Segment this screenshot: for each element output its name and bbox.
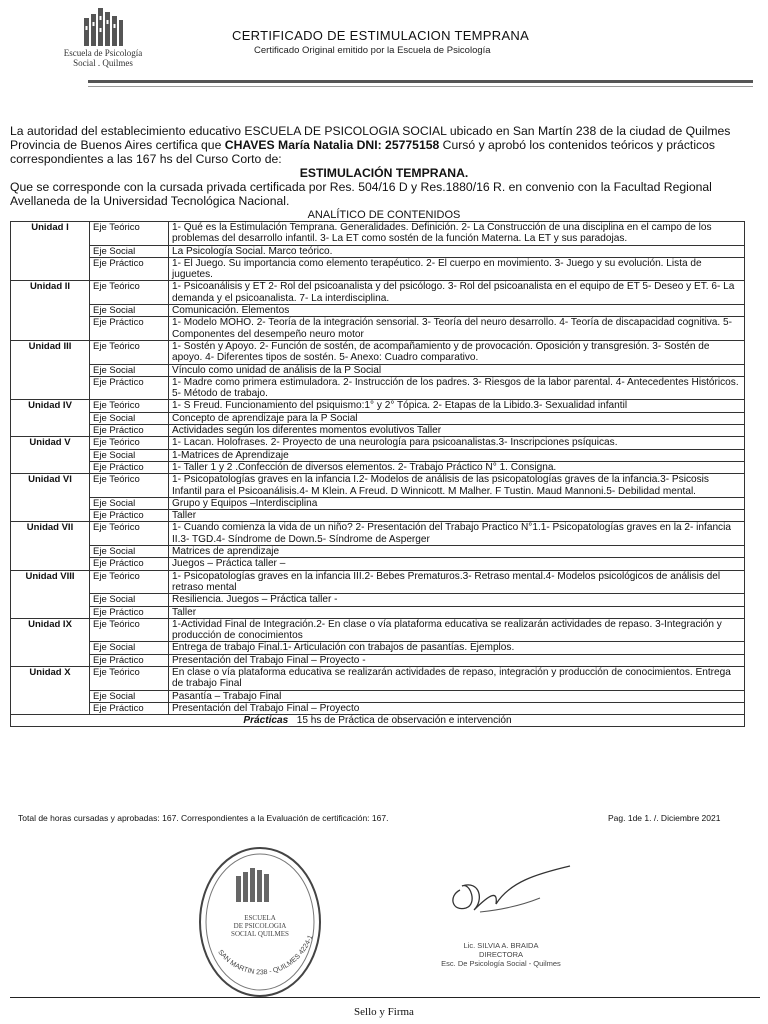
signature-icon (440, 860, 590, 930)
content-cell: 1- Sostén y Apoyo. 2- Función de sostén, de acompañamiento y de provocación. Oposición y transgresión. 3- Sostén de apoyo. 4- Diferentes tipos de sostén. 5- Anexo: Cuadro comparativo. (169, 340, 745, 364)
logo-text-line2: Social . Quilmes (73, 58, 133, 68)
practicas-label: Prácticas (243, 715, 289, 727)
sello-firma-label: Sello y Firma (354, 1006, 414, 1018)
eje-label: Eje Teórico (90, 570, 169, 594)
seal-line1: ESCUELA (244, 914, 276, 922)
eje-label: Eje Teórico (90, 437, 169, 449)
table-row (11, 522, 745, 546)
intro-paragraph (10, 124, 758, 166)
table-row (11, 437, 745, 449)
content-cell: 1- Cuando comienza la vida de un niño? 2- Presentación del Trabajo Practico N°1.1- Psicopatologías graves en la 2- infancia II.3- TGD.4- Síndrome de Down.5- Síndrome de Asperger (169, 522, 745, 546)
table-row (11, 546, 745, 558)
table-row (11, 305, 745, 317)
seal-ring-text: SAN MARTIN 238 - QUILMES 4224-1 (216, 934, 315, 977)
eje-label: Eje Teórico (90, 666, 169, 690)
table-row (11, 690, 745, 702)
signer-name: Lic. SILVIA A. BRAIDA (463, 941, 539, 950)
unit-label: Unidad III (11, 340, 90, 399)
eje-label: Eje Práctico (90, 654, 169, 666)
table-row (11, 594, 745, 606)
table-row (11, 425, 745, 437)
eje-label: Eje Teórico (90, 400, 169, 412)
table-row (11, 461, 745, 473)
eje-label: Eje Teórico (90, 474, 169, 498)
eje-label: Eje Práctico (90, 558, 169, 570)
unit-label: Unidad VI (11, 474, 90, 522)
student-name: CHAVES María Natalia DNI: 25775158 (224, 138, 440, 152)
practicas-row (11, 715, 745, 727)
content-cell: 1- El Juego. Su importancia como elemento terapéutico. 2- El cuerpo en movimiento. 3- Juego y su evolución. Lista de juguetes. (169, 257, 745, 281)
eje-label: Eje Práctico (90, 702, 169, 714)
table-row (11, 245, 745, 257)
table-row (11, 317, 745, 341)
table-row (11, 510, 745, 522)
content-cell: Presentación del Trabajo Final – Proyecto - (169, 654, 745, 666)
footer-rule (10, 997, 760, 998)
eje-label: Eje Social (90, 245, 169, 257)
unit-label: Unidad IV (11, 400, 90, 437)
table-row (11, 364, 745, 376)
content-cell: 1- Psicopatologías graves en la infancia III.2- Bebes Prematuros.3- Retraso mental.4- Modelos psicológicos de análisis del retraso mental (169, 570, 745, 594)
content-cell: 1-Actividad Final de Integración.2- En clase o vía plataforma educativa se realizarán actividades de repaso. 3-Integración y producción de conocimientos (169, 618, 745, 642)
eje-label: Eje Social (90, 364, 169, 376)
eje-label: Eje Social (90, 546, 169, 558)
seal-line2: DE PSICOLOGIA (233, 922, 287, 930)
unit-label: Unidad I (11, 222, 90, 281)
eje-label: Eje Teórico (90, 340, 169, 364)
intro-text-b: Cursó y aprobó los contenidos teóricos y prácticos correspondientes a las 167 hs del Curso Corto de: (10, 138, 715, 166)
content-cell: Matrices de aprendizaje (169, 546, 745, 558)
signer-org: Esc. De Psicología Social - Quilmes (441, 959, 561, 968)
eje-label: Eje Teórico (90, 222, 169, 246)
table-row (11, 449, 745, 461)
signer-block (416, 941, 586, 968)
syllabus-table (10, 221, 745, 727)
table-row (11, 281, 745, 305)
eje-label: Eje Práctico (90, 425, 169, 437)
eje-label: Eje Social (90, 594, 169, 606)
content-cell: 1- Psicoanálisis y ET 2- Rol del psicoanalista y del psicólogo. 3- Rol del psicoanalista en el equipo de ET 5- Deseo y ET. 6- La demanda y el psicoanalista. 7- La interdisciplina. (169, 281, 745, 305)
content-cell: 1- S Freud. Funcionamiento del psiquismo:1° y 2° Tópica. 2- Etapas de la Libido.3- Sexualidad infantil (169, 400, 745, 412)
table-row (11, 702, 745, 714)
content-cell: Concepto de aprendizaje para la P Social (169, 412, 745, 424)
content-cell: 1-Matrices de Aprendizaje (169, 449, 745, 461)
signature (440, 860, 590, 930)
content-cell: Taller (169, 510, 745, 522)
eje-label: Eje Práctico (90, 461, 169, 473)
content-cell: 1- Taller 1 y 2 .Confección de diversos elementos. 2- Trabajo Práctico N° 1. Consigna. (169, 461, 745, 473)
content-cell: Juegos – Práctica taller – (169, 558, 745, 570)
eje-label: Eje Social (90, 642, 169, 654)
signer-role: DIRECTORA (478, 950, 524, 959)
content-cell: Actividades según los diferentes momentos evolutivos Taller (169, 425, 745, 437)
unit-label: Unidad II (11, 281, 90, 340)
school-seal (190, 842, 330, 1002)
header-rule-thin (88, 86, 753, 87)
certificate-subtitle: Certificado Original emitido por la Escuela de Psicología (254, 45, 491, 56)
eje-label: Eje Teórico (90, 522, 169, 546)
content-cell: Entrega de trabajo Final.1- Articulación con trabajos de pasantías. Ejemplos. (169, 642, 745, 654)
content-cell: Vínculo como unidad de análisis de la P Social (169, 364, 745, 376)
table-row (11, 340, 745, 364)
content-cell: Taller (169, 606, 745, 618)
table-row (11, 642, 745, 654)
table-row (11, 412, 745, 424)
table-row (11, 654, 745, 666)
unit-label: Unidad IX (11, 618, 90, 666)
eje-label: Eje Práctico (90, 376, 169, 400)
intro-text-a: La autoridad del establecimiento educativo ESCUELA DE PSICOLOGIA SOCIAL ubicado en San Martín 238 de la ciudad de Quilmes Provincia de Buenos Aires certifica que (10, 124, 731, 152)
logo-text-line1: Escuela de Psicología (63, 48, 143, 58)
eje-label: Eje Teórico (90, 618, 169, 642)
content-cell: Presentación del Trabajo Final – Proyecto (169, 702, 745, 714)
table-row (11, 666, 745, 690)
resolution-paragraph: Que se corresponde con la cursada privada certificada por Res. 504/16 D y Res.1880/16 R. en convenio con la Facultad Regional Avellaneda de la Universidad Tecnológica Nacional. (10, 180, 712, 208)
total-hours: Total de horas cursadas y aprobadas: 167. Correspondientes a la Evaluación de certificación: 167. (18, 813, 389, 823)
header-rule (88, 80, 753, 83)
content-cell: 1- Psicopatologías graves en la infancia I.2- Modelos de análisis de las psicopatologías graves de la infancia.3- Psicosis Infantil para el Psicoanálisis.4- M Klein. A Freud. D Winnicott. M Malher. F Tustin. Maud Mannoni.5- Debilidad mental. (169, 474, 745, 498)
unit-label: Unidad V (11, 437, 90, 474)
eje-label: Eje Social (90, 449, 169, 461)
eje-label: Eje Práctico (90, 510, 169, 522)
table-row (11, 257, 745, 281)
course-name: ESTIMULACIÓN TEMPRANA. (299, 166, 469, 180)
practicas-cell (11, 715, 745, 727)
certificate-title: CERTIFICADO DE ESTIMULACION TEMPRANA (232, 28, 530, 43)
table-row (11, 558, 745, 570)
table-row (11, 376, 745, 400)
content-cell: Comunicación. Elementos (169, 305, 745, 317)
analitico-title: ANALÍTICO DE CONTENIDOS (307, 209, 461, 221)
table-row (11, 400, 745, 412)
content-cell: 1- Madre como primera estimuladora. 2- Instrucción de los padres. 3- Riesgos de la labor parental. 4- Antecedentes Históricos. 5- Método de trabajo. (169, 376, 745, 400)
eje-label: Eje Social (90, 412, 169, 424)
eje-label: Eje Práctico (90, 606, 169, 618)
building-icon (80, 4, 126, 48)
content-cell: La Psicología Social. Marco teórico. (169, 245, 745, 257)
seal-line3: SOCIAL QUILMES (231, 930, 289, 938)
content-cell: En clase o vía plataforma educativa se realizarán actividades de repaso, integración y producción de conocimientos. Entrega de trabajo Final (169, 666, 745, 690)
eje-label: Eje Social (90, 305, 169, 317)
content-cell: 1- Lacan. Holofrases. 2- Proyecto de una neurología para psicoanalistas.3- Inscripciones psíquicas. (169, 437, 745, 449)
content-cell: Resiliencia. Juegos – Práctica taller - (169, 594, 745, 606)
content-cell: Pasantía – Trabajo Final (169, 690, 745, 702)
content-cell: 1- Modelo MOHO. 2- Teoría de la integración sensorial. 3- Teoría del neuro desarrollo. 4- Teoría de discapacidad cognitiva. 5- Componentes del desempeño neuro motor (169, 317, 745, 341)
certificate-body (10, 124, 758, 208)
unit-label: Unidad X (11, 666, 90, 714)
unit-label: Unidad VII (11, 522, 90, 570)
table-row (11, 222, 745, 246)
seal-stamp-icon (190, 842, 330, 1002)
content-cell: Grupo y Equipos –Interdisciplina (169, 497, 745, 509)
table-row (11, 606, 745, 618)
eje-label: Eje Social (90, 690, 169, 702)
table-row (11, 570, 745, 594)
unit-label: Unidad VIII (11, 570, 90, 618)
school-logo (58, 4, 148, 84)
content-cell: 1- Qué es la Estimulación Temprana. Generalidades. Definición. 2- La Construcción de una disciplina en el campo de los problemas del desarrollo infantil. 3- La ET como sostén de la función Materna. La ET y sus paradojas. (169, 222, 745, 246)
eje-label: Eje Práctico (90, 317, 169, 341)
table-row (11, 618, 745, 642)
eje-label: Eje Teórico (90, 281, 169, 305)
eje-label: Eje Social (90, 497, 169, 509)
table-row (11, 497, 745, 509)
eje-label: Eje Práctico (90, 257, 169, 281)
table-row (11, 474, 745, 498)
practicas-text: 15 hs de Práctica de observación e intervención (296, 715, 512, 727)
page-info: Pag. 1de 1. /. Diciembre 2021 (608, 813, 721, 823)
